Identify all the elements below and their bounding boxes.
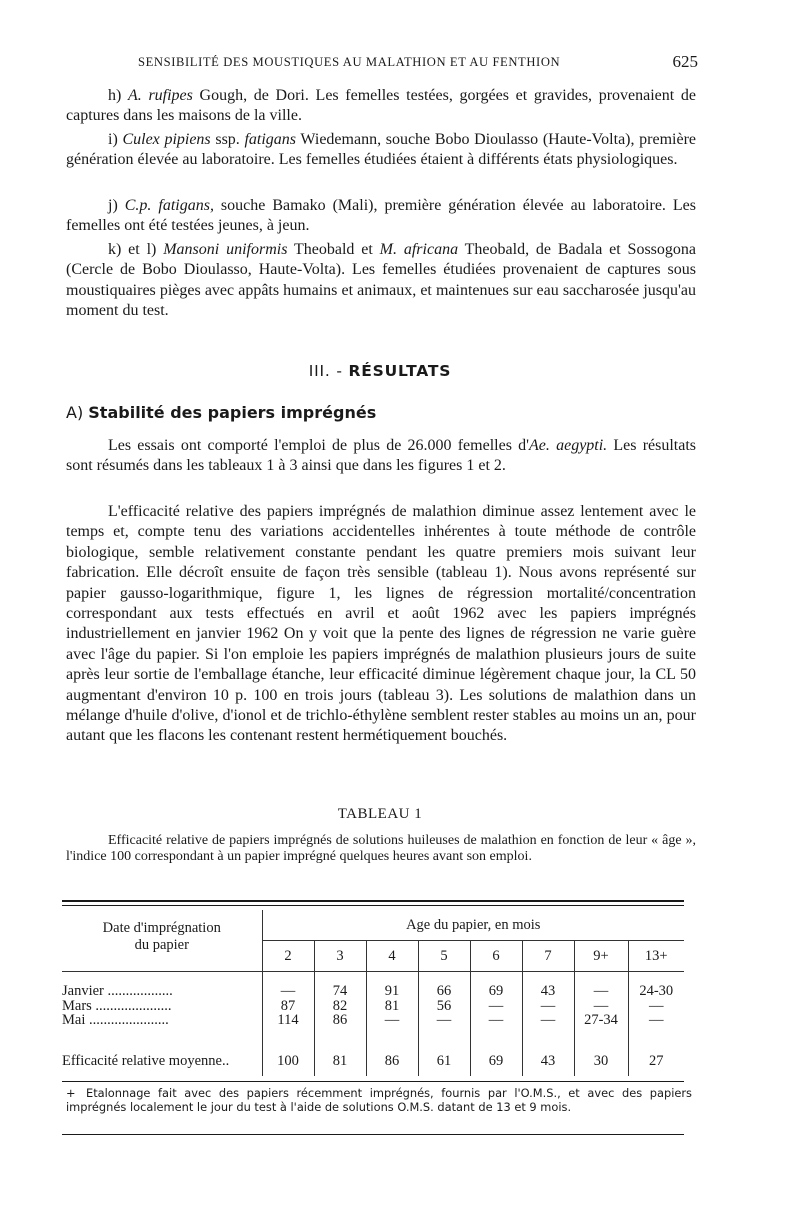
section-heading xyxy=(0,362,760,380)
item-marker: j) xyxy=(108,197,125,214)
average-row xyxy=(62,1048,684,1076)
table-caption: Efficacité relative de papiers imprégnés de solutions huileuses de malathion en fonction de leur « âge », l'indice 100 correspondant à un papier imprégné quelques heures avant son emploi. xyxy=(66,833,696,864)
table-cell: — xyxy=(522,999,574,1014)
average-label: Efficacité relative moyenne.. xyxy=(62,1053,230,1069)
month-header: 9+ xyxy=(574,941,628,972)
species-name: M. africana xyxy=(379,241,459,258)
footnote-mark: + xyxy=(66,1086,76,1100)
table-cell: — xyxy=(366,1013,418,1028)
row-header-line: du papier xyxy=(134,937,189,953)
average-cell: 61 xyxy=(418,1048,470,1076)
table-spacer-row xyxy=(62,1028,684,1048)
table-top-rule xyxy=(62,900,684,902)
paragraph-text: souche Bamako (Mali), première génération élevée au laboratoire. Les femelles ont été testées jeunes, à jeun. xyxy=(66,197,696,235)
month-header: 5 xyxy=(418,941,470,972)
row-header-cell xyxy=(62,910,262,972)
table-cell: — xyxy=(522,1013,574,1028)
month-header: 13+ xyxy=(628,941,684,972)
average-cell: 86 xyxy=(366,1048,418,1076)
month-header: 4 xyxy=(366,941,418,972)
table-row xyxy=(62,999,684,1014)
species-name: fatigans xyxy=(244,131,297,148)
section-number: III. - xyxy=(308,362,349,380)
paragraph-species-kl xyxy=(66,240,696,322)
paragraph-species-j xyxy=(66,196,696,237)
table-cell: 81 xyxy=(366,999,418,1014)
table-cell: 86 xyxy=(314,1013,366,1028)
page-number: 625 xyxy=(672,52,698,71)
average-cell: 81 xyxy=(314,1048,366,1076)
paragraph-text: Theobald et xyxy=(287,241,380,258)
table-cell: — xyxy=(628,1013,684,1028)
section-title: RÉSULTATS xyxy=(348,362,452,380)
row-label: Mars ..................... xyxy=(62,997,172,1014)
month-header: 2 xyxy=(262,941,314,972)
average-cell: 30 xyxy=(574,1048,628,1076)
paragraph-results-intro xyxy=(66,436,696,477)
average-cell: 43 xyxy=(522,1048,574,1076)
row-label: Mai ...................... xyxy=(62,1012,169,1028)
table-cell: 27-34 xyxy=(574,1013,628,1028)
paragraph-species-i xyxy=(66,130,696,171)
species-name: Ae. aegypti. xyxy=(529,437,608,454)
item-marker: k) et l) xyxy=(108,241,164,258)
table-cell: 69 xyxy=(470,984,522,999)
table-cell: 114 xyxy=(262,1013,314,1028)
table-cell: 82 xyxy=(314,999,366,1014)
table-cell: 66 xyxy=(418,984,470,999)
table-cell: — xyxy=(262,984,314,999)
species-name: Mansoni uniformis xyxy=(163,241,288,258)
month-header: 7 xyxy=(522,941,574,972)
average-cell: 100 xyxy=(262,1048,314,1076)
table-cell: — xyxy=(574,984,628,999)
paragraph-species-h xyxy=(66,86,696,127)
paragraph-results-stability: L'efficacité relative des papiers imprégnés de malathion diminue assez lentement avec le temps et, compte tenu des variations accidentelles inhérentes à toute méthode de contrôle biologique, semble relativement constante pendant les quatre premiers mois suivant leur fabrication. Elle décroît ensuite de façon très sensible (tableau 1). Nous avons représenté sur papier gausso-logarithmique, figure 1, les lignes de régression mortalité/concentration correspondant aux tests effectués en avril et août 1962 avec les papiers imprégnés industriellement en janvier 1962 On y voit que la pente des lignes de régression ne varie guère avec l'âge du papier. Si l'on emploie les papiers imprégnés de malathion plusieurs jours de suite après leur sortie de l'emballage étanche, leur efficacité diminue légèrement chaque jour, la CL 50 augmentant d'environ 10 p. 100 en trois jours (tableau 3). Les solutions de malathion dans un mélange d'huile d'olive, d'ionol et de trichlo-éthylène semblent rester stables au moins un an, pour autant que les flacons les contenant restent hermétiquement bouchés. xyxy=(66,503,696,745)
table-title: TABLEAU 1 xyxy=(337,806,423,822)
average-cell: 69 xyxy=(470,1048,522,1076)
table-bottom-rule xyxy=(62,1081,684,1082)
table-cell: — xyxy=(628,999,684,1014)
species-name: Culex pipiens xyxy=(122,131,211,148)
running-title: SENSIBILITÉ DES MOUSTIQUES AU MALATHION ET AU FENTHION xyxy=(138,55,561,69)
data-table xyxy=(62,910,684,1076)
row-header-line: Date d'imprégnation xyxy=(102,920,221,936)
table-cell: — xyxy=(470,1013,522,1028)
subsection-heading xyxy=(66,403,376,422)
table-cell: 74 xyxy=(314,984,366,999)
paragraph-text: Gough, de Dori. Les femelles testées, gorgées et gravides, provenaient de captures dans les maisons de la ville. xyxy=(66,87,697,125)
table-cell: — xyxy=(470,999,522,1014)
table-row xyxy=(62,984,684,999)
table-cell: — xyxy=(574,999,628,1014)
table-footnote xyxy=(66,1087,692,1114)
table-cell: 87 xyxy=(262,999,314,1014)
subsection-title: Stabilité des papiers imprégnés xyxy=(88,403,377,422)
age-header: Age du papier, en mois xyxy=(262,910,684,941)
paragraph-text: Theobald, de Badala et Sossogona (Cercle de Bobo Dioulasso, Haute-Volta). Les femelles étudiées provenaient de captures sous moustiquaires pièges avec appâts humains et animaux, et maintenues sur eau saccharosée jusqu'au moment du test. xyxy=(66,241,697,320)
paragraph-text: Wiedemann, souche Bobo Dioulasso (Haute-Volta), première génération élevée au laboratoire. Les femelles étudiées étaient à différents états physiologiques. xyxy=(66,131,697,169)
species-name: C.p. fatigans, xyxy=(124,197,214,214)
table-top-rule-thin xyxy=(62,905,684,906)
table-cell: 91 xyxy=(366,984,418,999)
page-bottom-rule xyxy=(62,1134,684,1135)
running-header xyxy=(138,52,698,74)
row-label: Janvier .................. xyxy=(62,983,173,999)
average-cell: 27 xyxy=(628,1048,684,1076)
table-cell: — xyxy=(418,1013,470,1028)
species-name: A. rufipes xyxy=(128,87,193,104)
subsection-letter: A) xyxy=(66,403,89,422)
footnote-text: Etalonnage fait avec des papiers récemment imprégnés, fournis par l'O.M.S., et avec des papiers imprégnés localement le jour du test à l'aide de solutions O.M.S. datant de 13 et 9 mois. xyxy=(66,1086,692,1114)
paragraph-text: Les résultats sont résumés dans les tableaux 1 à 3 ainsi que dans les figures 1 et 2. xyxy=(66,437,697,475)
month-header: 6 xyxy=(470,941,522,972)
item-marker: h) xyxy=(108,87,128,104)
month-header: 3 xyxy=(314,941,366,972)
table-cell: 43 xyxy=(522,984,574,999)
table-cell: 56 xyxy=(418,999,470,1014)
table-cell: 24-30 xyxy=(628,984,684,999)
paragraph-text: ssp. xyxy=(210,131,245,148)
paragraph-text: Les essais ont comporté l'emploi de plus de 26.000 femelles d' xyxy=(108,437,530,454)
item-marker: i) xyxy=(108,131,123,148)
table-row xyxy=(62,1013,684,1028)
